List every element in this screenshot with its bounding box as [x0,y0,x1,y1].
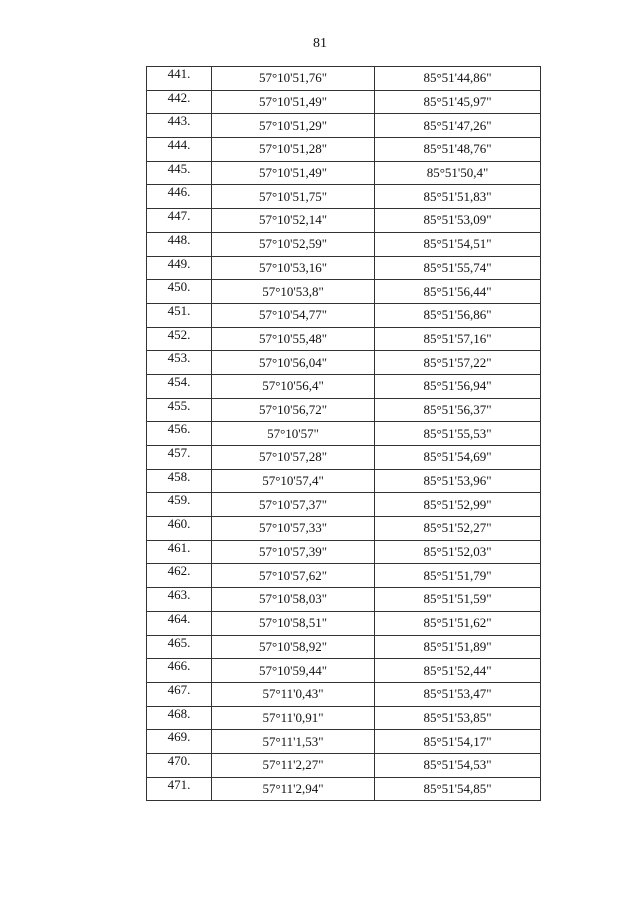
table-row [147,185,541,209]
table-row [147,517,541,541]
latitude-cell: 57°11'1,53" [212,730,375,754]
table-row [147,209,541,233]
point-number-cell: 461. [147,540,212,564]
latitude-cell: 57°11'0,43" [212,682,375,706]
longitude-cell: 85°51'56,44" [375,280,541,304]
point-number-cell: 444. [147,138,212,162]
latitude-cell: 57°10'52,14" [212,209,375,233]
table-row [147,753,541,777]
longitude-cell: 85°51'57,16" [375,327,541,351]
point-number-cell: 457. [147,446,212,470]
point-number-cell: 451. [147,303,212,327]
table-row [147,374,541,398]
point-number-cell: 464. [147,611,212,635]
table-row [147,303,541,327]
point-number-cell: 456. [147,422,212,446]
latitude-cell: 57°10'57,39" [212,540,375,564]
table-row [147,351,541,375]
table-row [147,114,541,138]
longitude-cell: 85°51'56,37" [375,398,541,422]
table-row [147,588,541,612]
latitude-cell: 57°10'53,16" [212,256,375,280]
table-row [147,564,541,588]
table-row [147,493,541,517]
table-row [147,138,541,162]
latitude-cell: 57°10'51,29" [212,114,375,138]
longitude-cell: 85°51'54,69" [375,446,541,470]
latitude-cell: 57°10'56,72" [212,398,375,422]
latitude-cell: 57°10'51,49" [212,90,375,114]
coordinates-table [146,66,541,801]
point-number-cell: 454. [147,374,212,398]
table-row [147,232,541,256]
table-row [147,706,541,730]
latitude-cell: 57°10'51,49" [212,161,375,185]
point-number-cell: 459. [147,493,212,517]
latitude-cell: 57°10'57,28" [212,446,375,470]
latitude-cell: 57°10'57,33" [212,517,375,541]
table-row [147,256,541,280]
point-number-cell: 449. [147,256,212,280]
latitude-cell: 57°10'56,4" [212,374,375,398]
longitude-cell: 85°51'53,47" [375,682,541,706]
table-row [147,161,541,185]
longitude-cell: 85°51'55,53" [375,422,541,446]
longitude-cell: 85°51'54,53" [375,753,541,777]
table-row [147,730,541,754]
table-row [147,446,541,470]
latitude-cell: 57°10'57" [212,422,375,446]
longitude-cell: 85°51'51,59" [375,588,541,612]
longitude-cell: 85°51'52,03" [375,540,541,564]
latitude-cell: 57°10'53,8" [212,280,375,304]
longitude-cell: 85°51'56,86" [375,303,541,327]
point-number-cell: 453. [147,351,212,375]
point-number-cell: 462. [147,564,212,588]
point-number-cell: 460. [147,517,212,541]
latitude-cell: 57°11'2,27" [212,753,375,777]
point-number-cell: 466. [147,659,212,683]
longitude-cell: 85°51'53,96" [375,469,541,493]
longitude-cell: 85°51'54,17" [375,730,541,754]
table-row [147,280,541,304]
longitude-cell: 85°51'54,51" [375,232,541,256]
latitude-cell: 57°11'0,91" [212,706,375,730]
point-number-cell: 455. [147,398,212,422]
point-number-cell: 445. [147,161,212,185]
longitude-cell: 85°51'50,4" [375,161,541,185]
longitude-cell: 85°51'56,94" [375,374,541,398]
table-row [147,777,541,801]
longitude-cell: 85°51'52,27" [375,517,541,541]
longitude-cell: 85°51'45,97" [375,90,541,114]
table-row [147,682,541,706]
longitude-cell: 85°51'51,89" [375,635,541,659]
longitude-cell: 85°51'52,44" [375,659,541,683]
table-row [147,422,541,446]
point-number-cell: 458. [147,469,212,493]
latitude-cell: 57°10'58,51" [212,611,375,635]
longitude-cell: 85°51'51,83" [375,185,541,209]
point-number-cell: 470. [147,753,212,777]
longitude-cell: 85°51'52,99" [375,493,541,517]
point-number-cell: 443. [147,114,212,138]
table-row [147,90,541,114]
latitude-cell: 57°10'54,77" [212,303,375,327]
latitude-cell: 57°10'52,59" [212,232,375,256]
point-number-cell: 446. [147,185,212,209]
point-number-cell: 450. [147,280,212,304]
longitude-cell: 85°51'53,09" [375,209,541,233]
table-row [147,398,541,422]
latitude-cell: 57°10'57,62" [212,564,375,588]
latitude-cell: 57°10'57,4" [212,469,375,493]
longitude-cell: 85°51'57,22" [375,351,541,375]
point-number-cell: 471. [147,777,212,801]
table-row [147,327,541,351]
table-row [147,659,541,683]
latitude-cell: 57°10'55,48" [212,327,375,351]
longitude-cell: 85°51'48,76" [375,138,541,162]
table-row [147,67,541,91]
table-row [147,611,541,635]
latitude-cell: 57°10'59,44" [212,659,375,683]
point-number-cell: 469. [147,730,212,754]
table-row [147,635,541,659]
page-number: 81 [313,36,327,51]
point-number-cell: 447. [147,209,212,233]
table-row [147,469,541,493]
latitude-cell: 57°10'51,75" [212,185,375,209]
longitude-cell: 85°51'51,62" [375,611,541,635]
point-number-cell: 463. [147,588,212,612]
latitude-cell: 57°10'51,28" [212,138,375,162]
coordinates-table-body [147,67,541,801]
point-number-cell: 442. [147,90,212,114]
longitude-cell: 85°51'47,26" [375,114,541,138]
point-number-cell: 467. [147,682,212,706]
latitude-cell: 57°10'58,92" [212,635,375,659]
point-number-cell: 465. [147,635,212,659]
point-number-cell: 452. [147,327,212,351]
longitude-cell: 85°51'53,85" [375,706,541,730]
latitude-cell: 57°10'57,37" [212,493,375,517]
point-number-cell: 448. [147,232,212,256]
table-row [147,540,541,564]
longitude-cell: 85°51'54,85" [375,777,541,801]
longitude-cell: 85°51'51,79" [375,564,541,588]
latitude-cell: 57°10'58,03" [212,588,375,612]
latitude-cell: 57°11'2,94" [212,777,375,801]
latitude-cell: 57°10'56,04" [212,351,375,375]
point-number-cell: 441. [147,67,212,91]
point-number-cell: 468. [147,706,212,730]
longitude-cell: 85°51'55,74" [375,256,541,280]
latitude-cell: 57°10'51,76" [212,67,375,91]
longitude-cell: 85°51'44,86" [375,67,541,91]
